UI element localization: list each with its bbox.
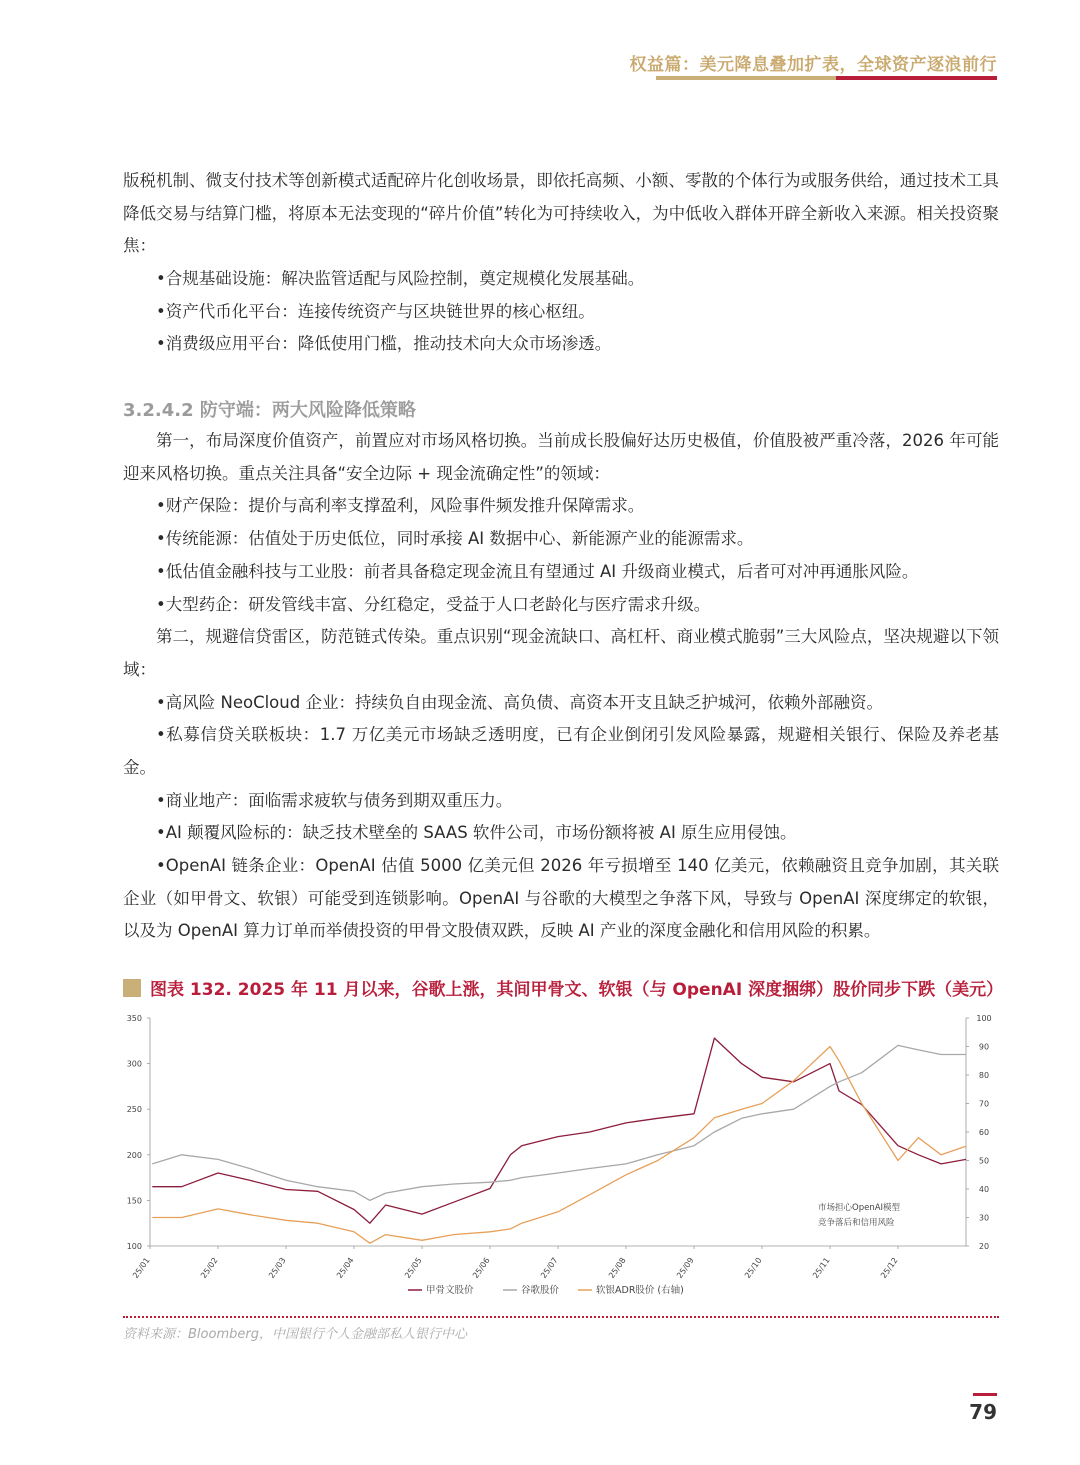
left-tick-label: 200 [126,1150,142,1160]
bullet-fintech-industrial: •低估值金融科技与工业股：前者具备稳定现金流且有望通过 AI 升级商业模式，后者可对冲再通胀风险。 [156,562,919,581]
right-tick-label: 40 [978,1185,990,1194]
bullet-traditional-energy: •传统能源：估值处于历史低位，同时承接 AI 数据中心、新能源产业的能源需求。 [156,529,754,548]
x-tick-label: 25/06 [471,1255,492,1281]
legend-label: 甲骨文股价 [426,1285,474,1296]
series-line-2 [152,1047,966,1244]
intro-paragraph: 版税机制、微支付技术等创新模式适配碎片化创收场景，即依托高频、小额、零散的个体行为或服务供给，通过技术工具降低交易与结算门槛，将原本无法变现的“碎片价值”转化为可持续收入，为中低收入群体开辟全新收入来源。相关投资聚焦： [123,171,999,256]
bullet-commercial-real-estate: •商业地产：面临需求疲软与债务到期双重压力。 [156,791,513,810]
x-tick-label: 25/03 [267,1255,288,1281]
page-number-rule [973,1393,997,1396]
left-tick-label: 100 [126,1242,142,1251]
x-tick-label: 25/12 [879,1255,900,1281]
header-rule-red [836,76,997,80]
right-tick-label: 50 [978,1156,990,1166]
chart-annotation-line2: 竞争落后和信用风险 [818,1218,895,1228]
right-tick-label: 80 [978,1071,990,1080]
bullet-neocloud: •高风险 NeoCloud 企业：持续负自由现金流、高负债、高资本开支且缺乏护城河，依赖外部融资。 [156,693,883,712]
x-tick-label: 25/02 [199,1255,220,1281]
x-tick-label: 25/04 [335,1255,356,1281]
figure-marker-square [123,979,141,997]
bullet-private-credit: •私募信贷关联板块：1.7 万亿美元市场缺乏透明度，已有企业倒闭引发风险暴露，规避相关银行、保险及养老基金。 [123,725,999,777]
right-tick-label: 60 [978,1128,990,1137]
legend-label: 软银ADR股价 (右轴) [596,1285,684,1296]
bullet-big-pharma: •大型药企：研发管线丰富、分红稳定，受益于人口老龄化与医疗需求升级。 [156,595,711,614]
chart-annotation-line1: 市场担心OpenAI模型 [818,1203,901,1213]
figure-title-bar [123,974,1003,1002]
bullet-property-insurance: •财产保险：提价与高利率支撑盈利，风险事件频发推升保障需求。 [156,496,645,515]
second-strategy-paragraph: 第二，规避信贷雷区，防范链式传染。重点识别“现金流缺口、高杠杆、商业模式脆弱”三大风险点，坚决规避以下领域： [123,627,999,679]
source-divider [123,1316,999,1318]
left-tick-label: 250 [126,1105,142,1115]
bullet-tokenization-platform: •资产代币化平台：连接传统资产与区块链世界的核心枢纽。 [156,302,595,321]
bullet-consumer-apps: •消费级应用平台：降低使用门槛，推动技术向大众市场渗透。 [156,334,612,353]
x-tick-label: 25/07 [539,1255,560,1281]
chart-legend [408,1284,684,1296]
right-tick-label: 100 [976,1014,992,1023]
left-tick-label: 150 [126,1196,142,1206]
legend-label: 谷歌股价 [521,1285,560,1296]
left-tick-label: 300 [126,1059,142,1069]
bullet-ai-disruption: •AI 颠覆风险标的：缺乏技术壁垒的 SAAS 软件公司，市场份额将被 AI 原生应用侵蚀。 [156,823,797,842]
right-tick-label: 30 [978,1213,990,1223]
x-tick-label: 25/11 [811,1255,832,1281]
stock-price-chart [118,1008,1002,1308]
x-tick-label: 25/01 [131,1255,152,1281]
x-tick-label: 25/10 [743,1255,764,1281]
right-tick-label: 20 [978,1242,990,1251]
bullet-openai-chain: •OpenAI 链条企业：OpenAI 估值 5000 亿美元但 2026 年亏损增至 140 亿美元，依赖融资且竞争加剧，其关联企业（如甲骨文、软银）可能受到连锁影响。OpenAI 与谷歌的大模型之争落下风，导致与 OpenAI 深度绑定的软银，以及为 OpenAI 算力订单而举债投资的甲骨文股债双跌，反映 AI 产业的深度金融化和信用风险的积累。 [123,856,999,941]
figure-title: 图表 132. 2025 年 11 月以来，谷歌上涨，其间甲骨文、软银（与 OpenAI 深度捆绑）股价同步下跌（美元） [150,980,1004,1000]
chart-axes [127,1014,992,1280]
series-line-0 [152,1038,966,1223]
x-tick-label: 25/05 [403,1255,424,1281]
bullet-compliance-infra: •合规基础设施：解决监管适配与风险控制，奠定规模化发展基础。 [156,269,645,288]
left-tick-label: 350 [126,1014,142,1023]
page-number: 79 [969,1400,997,1424]
header-title: 权益篇：美元降息叠加扩表，全球资产逐浪前行 [629,55,997,75]
header-rule-gold [656,76,836,80]
figure-source: 资料来源：Bloomberg，中国银行个人金融部私人银行中心 [123,1327,467,1342]
x-tick-label: 25/09 [675,1255,696,1281]
right-tick-label: 90 [978,1042,990,1052]
section-heading: 3.2.4.2 防守端：两大风险降低策略 [123,400,416,421]
right-tick-label: 70 [978,1099,990,1109]
first-strategy-paragraph: 第一，布局深度价值资产，前置应对市场风格切换。当前成长股偏好达历史极值，价值股被严重冷落，2026 年可能迎来风格切换。重点关注具备“安全边际 + 现金流确定性”的领域： [123,431,999,483]
x-tick-label: 25/08 [607,1255,628,1281]
